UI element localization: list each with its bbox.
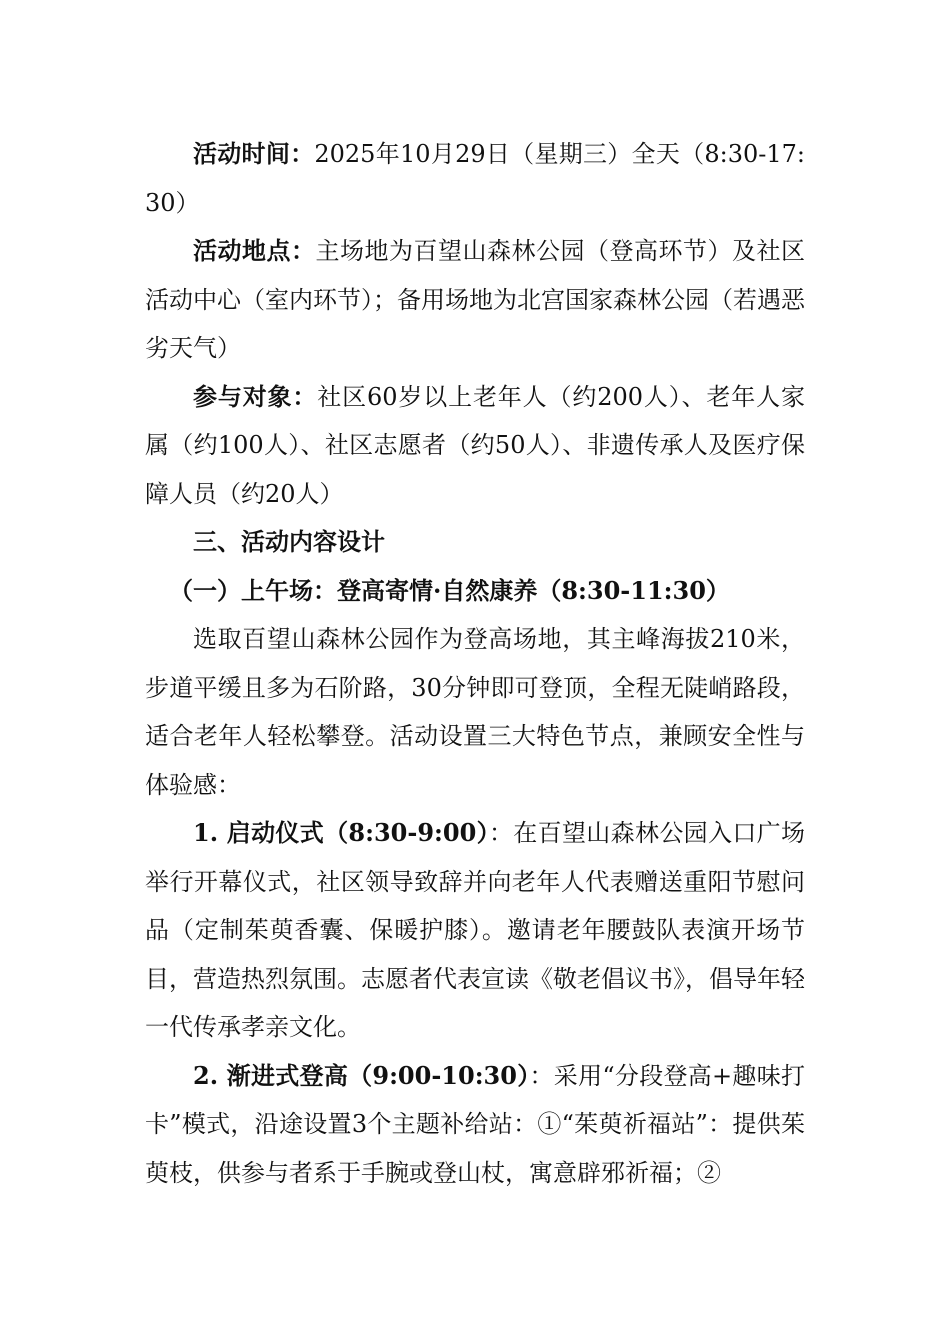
section-three-heading: 三、活动内容设计 [193,527,385,556]
morning-intro-paragraph: 选取百望山森林公园作为登高场地，其主峰海拔210米，步道平缓且多为石阶路，30分钟即可登顶，全程无陡峭路段，适合老年人轻松攀登。活动设置三大特色节点，兼顾安全性与体验感： [145,625,805,799]
activity-time-text: 2025年10月29日（星期三）全天（8:30-17:30） [145,140,805,217]
opening-ceremony-text: ：在百望山森林公园入口广场举行开幕仪式，社区领导致辞并向老年人代表赠送重阳节慰问品（定制茱萸香囊、保暖护膝）。邀请老年腰鼓队表演开场节目，营造热烈氛围。志愿者代表宣读《敬老倡议书》，倡导年轻一代传承孝亲文化。 [145,819,805,1041]
activity-location-text: 主场地为百望山森林公园（登高环节）及社区活动中心（室内环节）；备用场地为北宫国家森林公园（若遇恶劣天气） [145,237,805,362]
opening-ceremony-paragraph [145,809,805,1052]
activity-time-paragraph [145,130,805,227]
participants-text: 社区60岁以上老年人（约200人）、老年人家属（约100人）、社区志愿者（约50人）、非遗传承人及医疗保障人员（约20人） [145,382,805,508]
document-body [145,130,805,1197]
morning-session-heading: （一）上午场：登高寄情·自然康养（8:30-11:30） [169,575,730,605]
progressive-climb-text: ：采用“分段登高+趣味打卡”模式，沿途设置3个主题补给站：①“茱萸祈福站”：提供茱萸枝，供参与者系于手腕或登山杖，寓意辟邪祈福；② [145,1061,805,1187]
participants-paragraph [145,373,805,519]
progressive-climb-paragraph [145,1052,805,1198]
opening-ceremony-label: 1. 启动仪式（8:30-9:00） [193,818,489,847]
activity-location-paragraph [145,227,805,373]
activity-location-label: 活动地点： [193,236,316,265]
progressive-climb-label: 2. 渐进式登高（9:00-10:30） [193,1060,530,1090]
activity-time-label: 活动时间： [193,139,315,168]
participants-label: 参与对象： [193,381,318,411]
